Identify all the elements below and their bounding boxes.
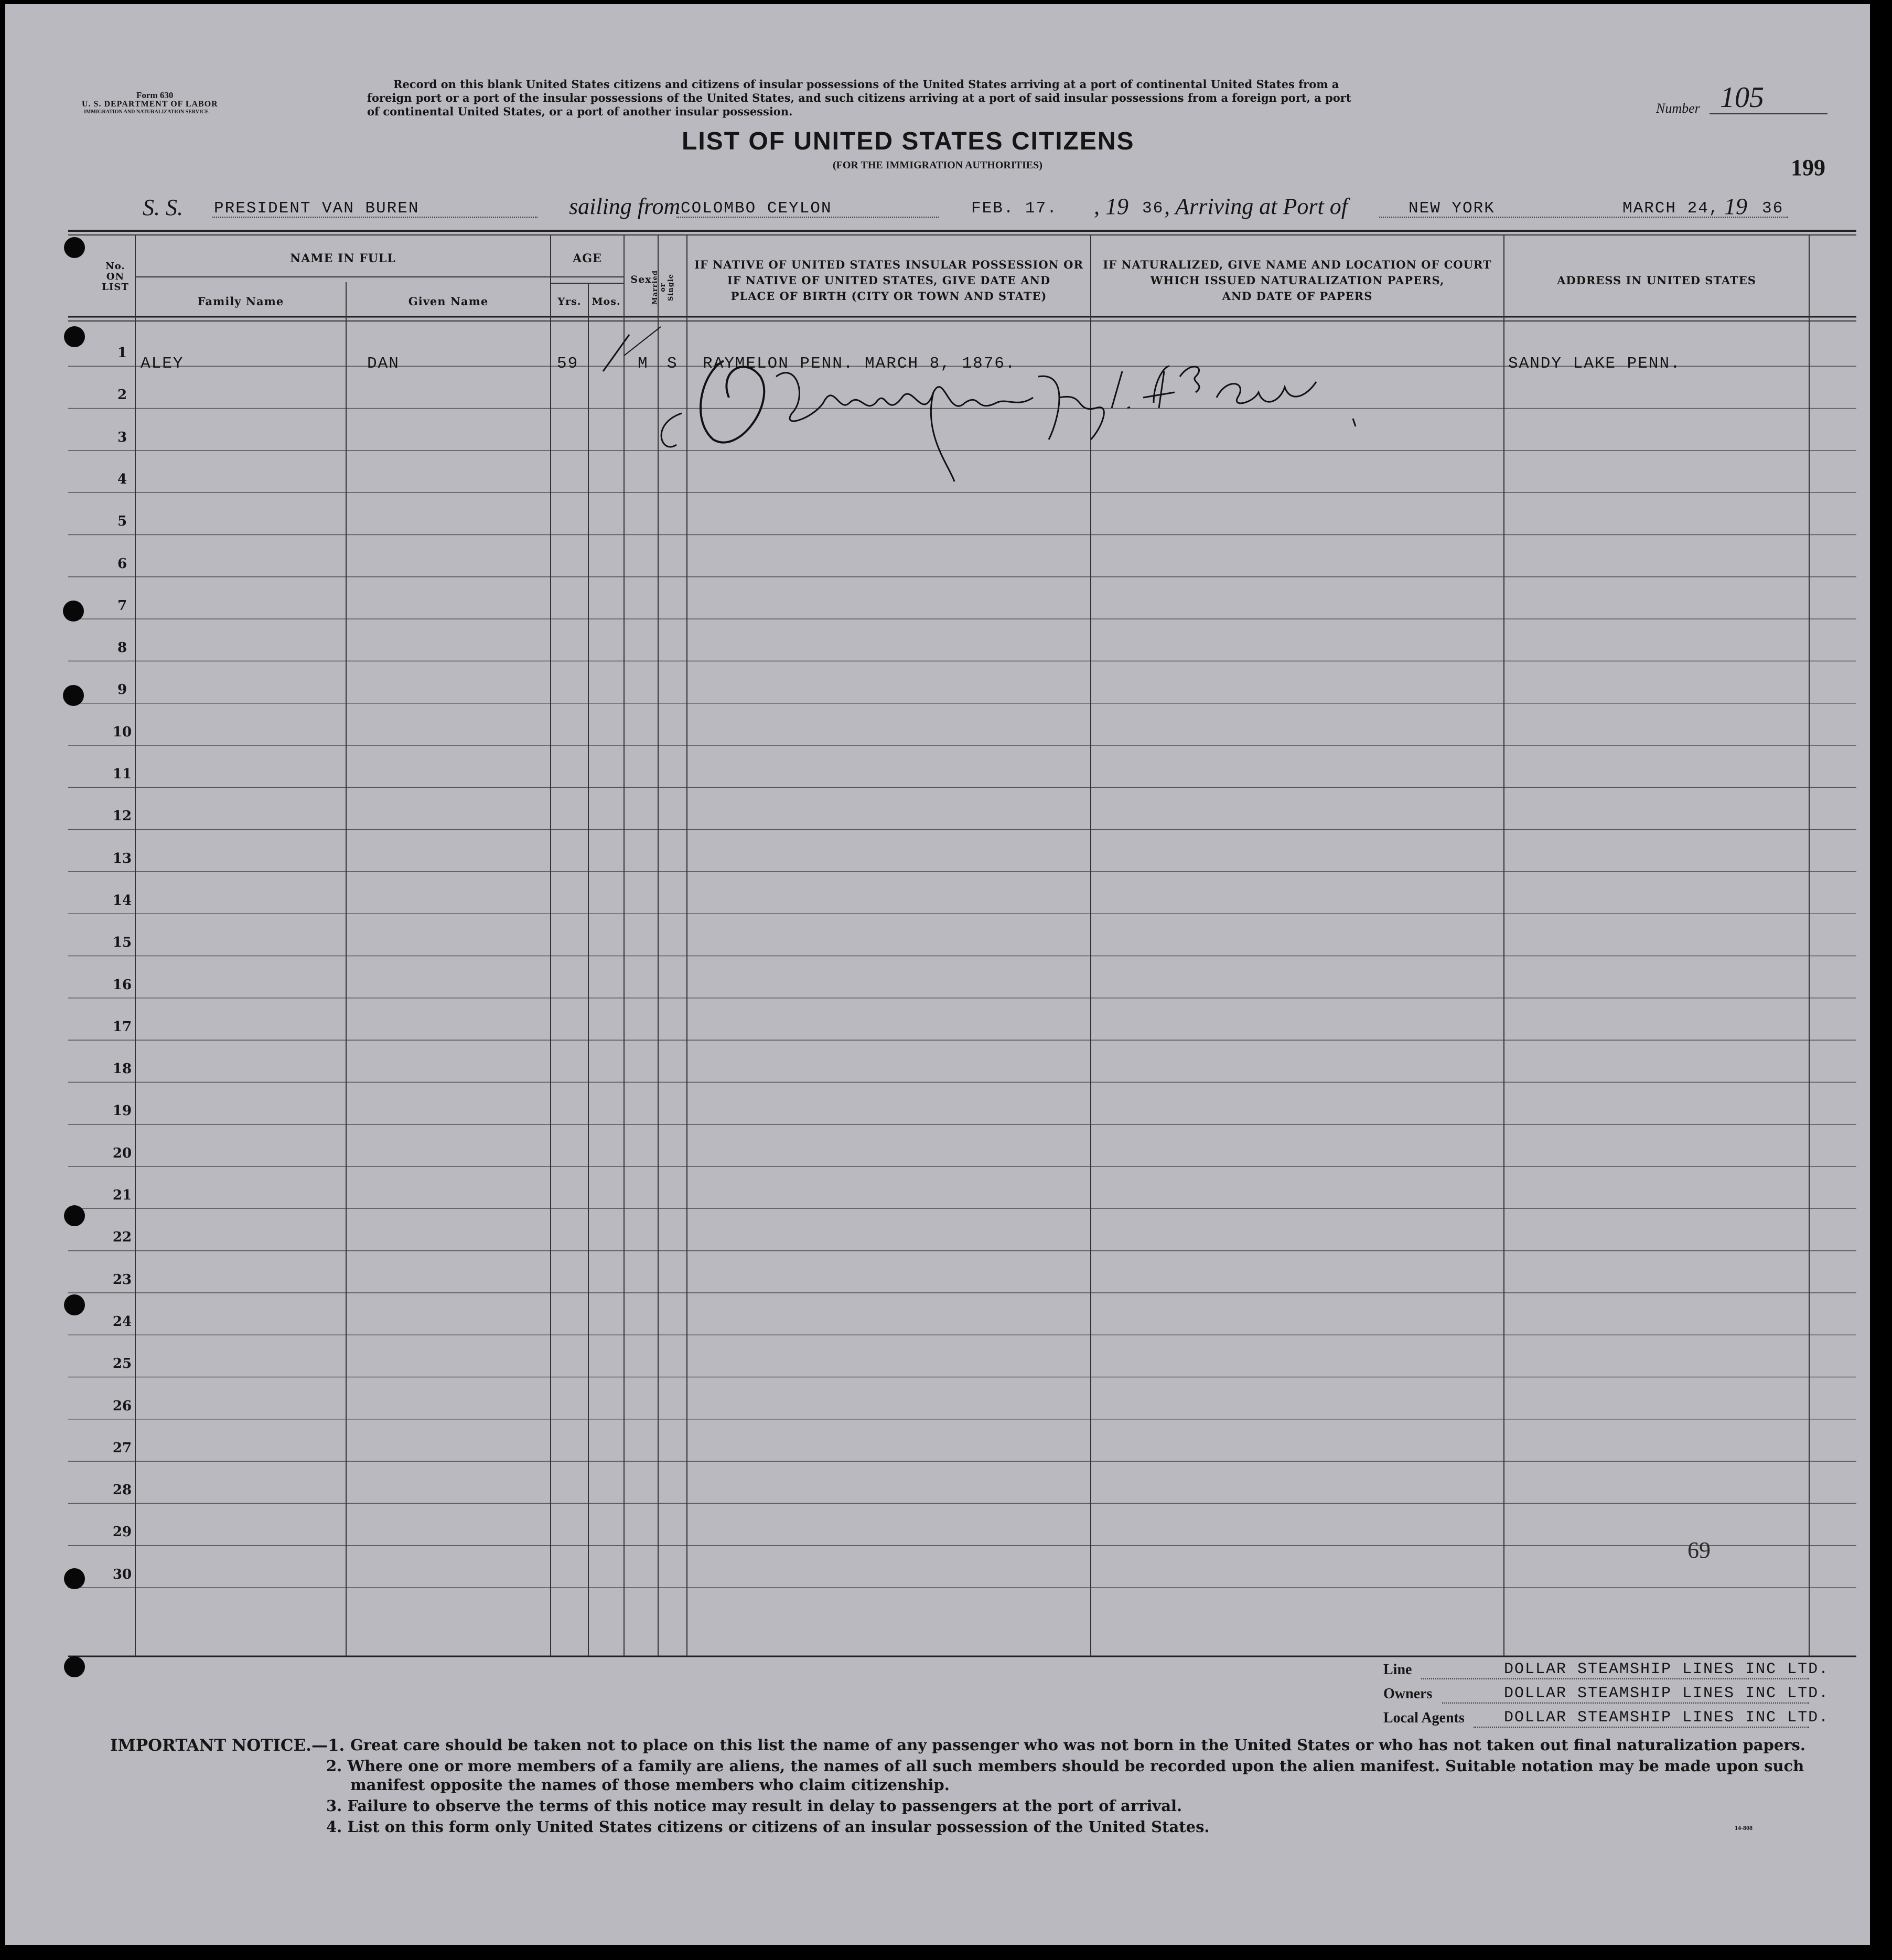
row-number: 22 xyxy=(112,1229,132,1246)
binder-hole xyxy=(64,1205,85,1226)
col-no-label: No. xyxy=(105,261,125,272)
local-underline xyxy=(1474,1727,1809,1728)
row-number: 12 xyxy=(112,808,132,824)
entry-birth: RAYMELON PENN. MARCH 8, 1876. xyxy=(703,355,1016,373)
owners-underline xyxy=(1442,1702,1809,1704)
manifest-sheet xyxy=(5,4,1870,1945)
row-number: 5 xyxy=(117,513,127,530)
number-value: 105 xyxy=(1720,81,1764,114)
instruction-line: foreign port or a port of the insular possessions of the United States, and such citizens arriving at a port of said insular possessions from a foreign port, a port xyxy=(367,91,1351,104)
row-number: 10 xyxy=(112,724,132,740)
col-married-label: Married or xyxy=(651,270,667,305)
notice-heading: IMPORTANT NOTICE.—1. xyxy=(110,1736,345,1755)
notice-item-1: Great care should be taken not to place on this list the name of any passenger who was not born in the United States or who has not taken out final naturalization papers. xyxy=(350,1736,1805,1754)
row-number: 11 xyxy=(112,766,132,782)
row-number: 18 xyxy=(112,1061,132,1077)
row-number: 24 xyxy=(112,1313,132,1330)
col-address: ADDRESS IN UNITED STATES xyxy=(1557,274,1756,287)
page-stamp: 199 xyxy=(1791,155,1825,180)
row-number: 8 xyxy=(117,640,127,656)
owners-value: DOLLAR STEAMSHIP LINES INC LTD. xyxy=(1504,1685,1830,1702)
local-agents-value: DOLLAR STEAMSHIP LINES INC LTD. xyxy=(1504,1709,1830,1727)
col-no-label: LIST xyxy=(102,282,129,293)
col-sex: Sex xyxy=(630,274,652,285)
row-number: 26 xyxy=(112,1398,132,1414)
sailing-label: sailing from xyxy=(569,194,681,219)
instruction-line: of continental United States, or a port of another insular possession. xyxy=(367,105,793,118)
row-number: 9 xyxy=(117,682,127,698)
arrival-port: NEW YORK xyxy=(1409,199,1495,218)
sail-year: 36 xyxy=(1142,199,1164,218)
sail-year-prefix: , 19 xyxy=(1094,194,1128,219)
notice-item-2: 2. Where one or more members of a family are aliens, the names of all such members should be recorded upon the alien manifest. Suitable notation may be made upon such xyxy=(326,1757,1804,1775)
row-number: 23 xyxy=(112,1271,132,1288)
row-number: 14 xyxy=(112,892,132,908)
department-label: U. S. DEPARTMENT OF LABOR xyxy=(82,100,218,109)
sail-date: FEB. 17. xyxy=(971,199,1058,218)
col-naturalized-label: WHICH ISSUED NATURALIZATION PAPERS, xyxy=(1150,274,1445,287)
row-number: 17 xyxy=(112,1019,132,1035)
binder-hole xyxy=(63,601,84,622)
entry-sex: M xyxy=(638,355,649,373)
row-number: 27 xyxy=(112,1440,132,1456)
entry-given-name: DAN xyxy=(367,355,400,373)
row-number: 20 xyxy=(112,1145,132,1161)
row-number: 6 xyxy=(117,555,127,572)
inspector-signature xyxy=(640,340,1400,487)
ss-label: S. S. xyxy=(143,195,183,220)
col-no-on-list xyxy=(94,261,136,293)
corner-code: 14-808 xyxy=(1735,1824,1753,1832)
row-number: 13 xyxy=(112,850,132,866)
col-given-name: Given Name xyxy=(408,295,489,308)
col-birth xyxy=(687,257,1091,304)
entry-address: SANDY LAKE PENN. xyxy=(1508,355,1681,373)
arrival-year-prefix: 19 xyxy=(1724,194,1747,219)
binder-hole xyxy=(64,1294,85,1315)
col-yrs: Yrs. xyxy=(557,296,582,307)
binder-hole xyxy=(64,1656,85,1677)
notice-item-3: 3. Failure to observe the terms of this notice may result in delay to passengers at the port of arrival. xyxy=(326,1797,1182,1815)
col-naturalized xyxy=(1091,257,1504,304)
row-number: 4 xyxy=(117,471,127,487)
row-number: 7 xyxy=(117,597,127,614)
page-subtitle: (FOR THE IMMIGRATION AUTHORITIES) xyxy=(833,159,1042,171)
instruction-line: Record on this blank United States citizens and citizens of insular possessions of the United States arriving at a port of continental United States from a xyxy=(393,78,1339,91)
col-family-name: Family Name xyxy=(197,295,284,308)
ship-name: PRESIDENT VAN BUREN xyxy=(214,199,420,218)
from-port: COLOMBO CEYLON xyxy=(681,199,832,218)
arrival-year: 36 xyxy=(1762,199,1784,218)
form-number: Form 630 xyxy=(136,90,174,100)
row-lines xyxy=(68,366,1856,1588)
col-birth-label: PLACE OF BIRTH (CITY OR TOWN AND STATE) xyxy=(730,290,1047,303)
col-mos: Mos. xyxy=(592,296,621,307)
entry-married: S xyxy=(667,355,678,373)
binder-hole xyxy=(64,1568,85,1589)
col-birth-label: IF NATIVE OF UNITED STATES INSULAR POSSESSION OR xyxy=(694,258,1083,271)
row-number: 25 xyxy=(112,1356,132,1372)
col-no-label: ON xyxy=(106,271,125,282)
col-birth-label: IF NATIVE OF UNITED STATES, GIVE DATE AND xyxy=(727,274,1051,287)
col-age: AGE xyxy=(573,252,602,265)
row-number: 29 xyxy=(112,1524,132,1540)
line-label: Line xyxy=(1383,1662,1412,1678)
number-label: Number xyxy=(1656,101,1700,116)
entry-age-yrs: 59 xyxy=(557,355,579,373)
owners-label: Owners xyxy=(1383,1686,1433,1702)
row-number: 15 xyxy=(112,935,132,951)
notice-item-4: 4. List on this form only United States citizens or citizens of an insular possession of the United States. xyxy=(326,1818,1210,1836)
row-number: 30 xyxy=(112,1566,132,1582)
page-title: LIST OF UNITED STATES CITIZENS xyxy=(682,127,1135,155)
arriving-label: , Arriving at Port of xyxy=(1164,194,1348,219)
col-married-label: Single xyxy=(667,273,675,302)
row-number: 28 xyxy=(112,1482,132,1498)
col-naturalized-label: IF NATURALIZED, GIVE NAME AND LOCATION OF COURT xyxy=(1103,258,1492,271)
row-number: 2 xyxy=(117,387,127,403)
arrival-date: MARCH 24, xyxy=(1622,199,1720,218)
col-name-in-full: NAME IN FULL xyxy=(290,252,396,265)
binder-hole xyxy=(64,326,85,347)
row-number: 1 xyxy=(117,345,127,361)
bottom-stamp: 69 xyxy=(1687,1537,1711,1563)
entry-family-name: ALEY xyxy=(141,355,184,373)
service-label: IMMIGRATION AND NATURALIZATION SERVICE xyxy=(84,109,209,115)
binder-hole xyxy=(64,237,85,258)
col-naturalized-label: AND DATE OF PAPERS xyxy=(1222,290,1373,303)
local-agents-label: Local Agents xyxy=(1383,1710,1465,1726)
row-number: 19 xyxy=(112,1103,132,1119)
notice-item-2-cont: manifest opposite the names of those members who claim citizenship. xyxy=(350,1776,950,1794)
line-underline xyxy=(1421,1678,1809,1679)
row-number: 3 xyxy=(117,429,127,445)
line-value: DOLLAR STEAMSHIP LINES INC LTD. xyxy=(1504,1661,1830,1678)
binder-hole xyxy=(63,685,84,706)
row-number: 21 xyxy=(112,1187,132,1203)
row-number: 16 xyxy=(112,977,132,993)
